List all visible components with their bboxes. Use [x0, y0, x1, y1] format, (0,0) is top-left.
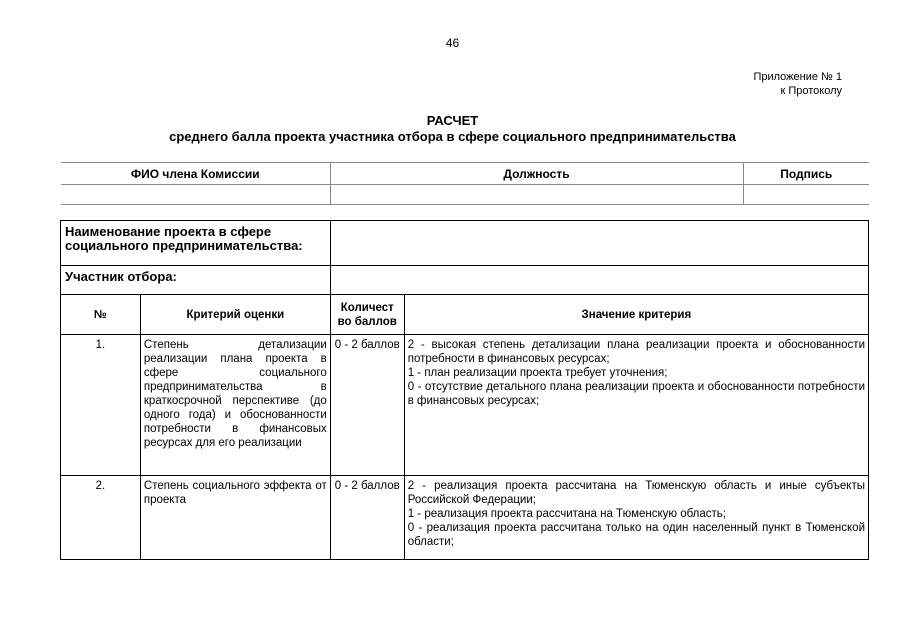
- appendix-line2: к Протоколу: [780, 85, 842, 97]
- appendix-note: [753, 70, 842, 98]
- project-name-row: [61, 221, 869, 266]
- header-member-name: ФИО члена Комиссии: [61, 163, 330, 185]
- value-item: 0 - реализация проекта рассчитана только на один населенный пункт в Тюменской области;: [407, 522, 865, 548]
- row-score: 0 - 2 баллов: [330, 476, 404, 560]
- header-position: Должность: [330, 163, 743, 185]
- participant-label: Участник отбора:: [61, 266, 331, 295]
- value-item: 2 - высокая степень детализации плана реализации проекта и обоснованности потребности в финансовых ресурсах;: [407, 339, 865, 365]
- member-signature-cell[interactable]: [743, 185, 869, 205]
- participant-value[interactable]: [330, 266, 868, 295]
- appendix-line1: Приложение № 1: [753, 71, 842, 83]
- value-item: 1 - план реализации проекта требует уточнения;: [407, 367, 668, 379]
- row-score: 0 - 2 баллов: [330, 335, 404, 476]
- criteria-table: [60, 220, 869, 560]
- members-header-row: [61, 163, 869, 185]
- row-values: [404, 335, 868, 476]
- row-criterion: Степень социального эффекта от проекта: [140, 476, 330, 560]
- table-row: [61, 476, 869, 560]
- page-number: 46: [445, 36, 460, 50]
- header-criterion: Критерий оценки: [140, 295, 330, 335]
- row-number: 2.: [61, 476, 141, 560]
- members-row: [61, 185, 869, 205]
- commission-members-table: [61, 162, 869, 205]
- member-name-cell[interactable]: [61, 185, 330, 205]
- header-score: Количест во баллов: [330, 295, 404, 335]
- member-position-cell[interactable]: [330, 185, 743, 205]
- row-criterion: Степень детализации реализации плана проекта в сфере социального предпринимательства в краткосрочной перспективе (до одного года) и обоснованности потребности в финансовых ресурсах для его реализации: [140, 335, 330, 476]
- document-heading: [0, 113, 905, 145]
- value-item: 2 - реализация проекта рассчитана на Тюменскую область и иные субъекты Российской Федерации;: [407, 480, 865, 506]
- participant-row: [61, 266, 869, 295]
- header-number: №: [61, 295, 141, 335]
- value-item: 0 - отсутствие детального плана реализации проекта и обоснованности потребности в финансовых ресурсах;: [407, 381, 865, 407]
- header-signature: Подпись: [743, 163, 869, 185]
- row-number: 1.: [61, 335, 141, 476]
- table-row: [61, 335, 869, 476]
- row-values: [404, 476, 868, 560]
- document-title: РАСЧЕТ: [426, 113, 479, 128]
- project-name-label: Наименование проекта в сфере социального предпринимательства:: [61, 221, 331, 266]
- document-subtitle: среднего балла проекта участника отбора в сфере социального предпринимательства: [169, 129, 736, 144]
- header-value: Значение критерия: [404, 295, 868, 335]
- project-name-value[interactable]: [330, 221, 868, 266]
- value-item: 1 - реализация проекта рассчитана на Тюменскую область;: [407, 508, 726, 520]
- criteria-header-row: [61, 295, 869, 335]
